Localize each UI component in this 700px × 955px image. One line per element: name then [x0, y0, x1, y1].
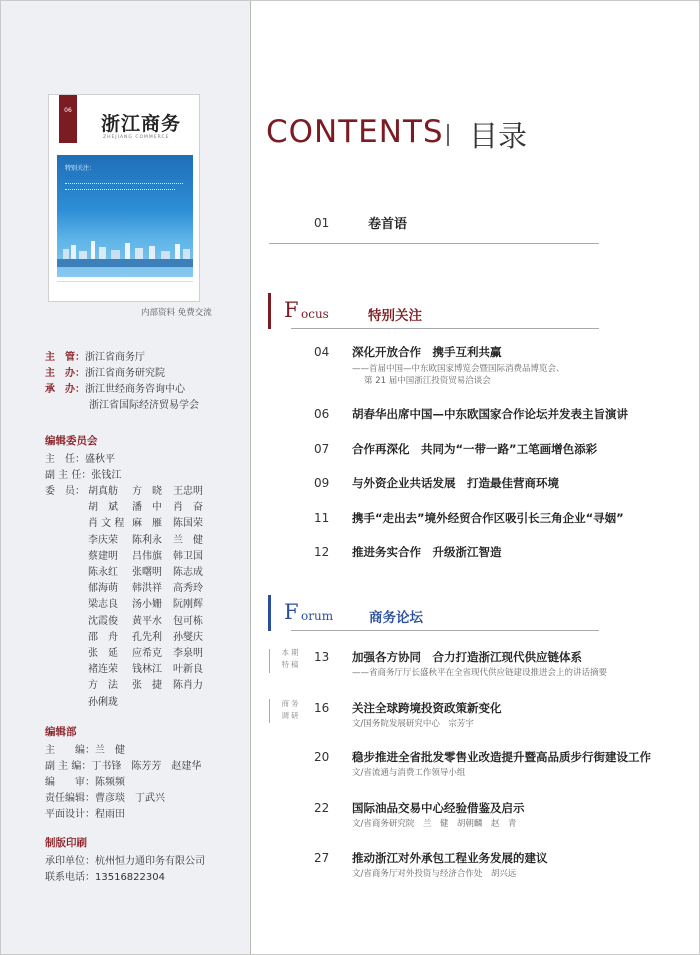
- masthead-key: 主 办：: [45, 368, 85, 379]
- toc-page-number: 04: [314, 345, 330, 359]
- toc-entry-subtitle: ——首届中国—中东欧国家博览会暨国际消费品博览会、: [352, 364, 565, 374]
- committee-member: 梁志良: [88, 599, 118, 611]
- divider: [291, 630, 599, 631]
- toc-entry-title[interactable]: 深化开放合作 携手互利共赢: [352, 345, 502, 359]
- contents-column: [251, 1, 699, 954]
- contents-title-en: CONTENTS: [266, 114, 444, 150]
- committee-member: 黄平水: [132, 615, 162, 627]
- printing-printer: 承印单位：杭州恒力通印务有限公司: [45, 856, 205, 867]
- masthead-value: 浙江省国际经济贸易学会: [89, 400, 199, 411]
- committee-member: 叶新良: [173, 664, 203, 676]
- committee-member: 张曙明: [132, 567, 162, 578]
- editorial-designer: 平面设计：程雨田: [45, 809, 125, 820]
- cover-footer: [57, 281, 193, 290]
- committee-member: 包可栋: [173, 615, 203, 627]
- editorial-deputy: 副 主 编：丁书锋 陈芳芳 赵建华: [45, 761, 202, 772]
- toc-page-number: 16: [314, 701, 330, 715]
- focus-section-bar: [268, 293, 271, 329]
- masthead-key: 承 办：: [45, 384, 85, 395]
- toc-page-number: 12: [314, 545, 330, 559]
- toc-entry-title[interactable]: 携手“走出去”境外经贸合作区吸引长三角企业“寻姻”: [352, 511, 624, 525]
- toc-entry-subtitle: 第 21 届中国浙江投资贸易洽谈会: [364, 376, 491, 386]
- committee-member: 应希克: [132, 648, 162, 659]
- masthead-key: 主 管：: [45, 352, 85, 363]
- masthead-column: [1, 1, 251, 954]
- toc-page-number: 27: [314, 851, 330, 865]
- committee-member: 汤小姗: [132, 599, 162, 611]
- city-skyline-image: [57, 237, 193, 267]
- toc-entry-title[interactable]: 关注全球跨境投资政策新变化: [352, 701, 502, 715]
- forum-letter: F: [284, 600, 299, 624]
- toc-page-number: 06: [314, 407, 330, 421]
- committee-member: 胡 斌: [88, 502, 118, 514]
- toc-entry-byline: ——省商务厅厅长盛秋平在全省现代供应链建设推进会上的讲话摘要: [352, 668, 608, 678]
- editorial-responsible: 责任编辑：曹彦琰 丁武兴: [45, 793, 165, 804]
- toc-entry-title[interactable]: 推进务实合作 升级浙江智造: [352, 545, 502, 559]
- committee-member: 李庆荣: [88, 534, 118, 546]
- side-tag-special: 本期特稿: [281, 648, 301, 669]
- committee-member: 张 延: [88, 648, 118, 659]
- cover-note: 内部资料 免费交流: [141, 308, 212, 318]
- toc-page-number: 20: [314, 750, 330, 764]
- committee-member: 潘 中: [132, 502, 162, 514]
- committee-member: 兰 健: [173, 534, 203, 546]
- toc-entry-title[interactable]: 合作再深化 共同为“一带一路”工笔画增色添彩: [352, 442, 598, 456]
- focus-label-zh: 特别关注: [368, 308, 422, 324]
- committee-member: 麻 雁: [132, 518, 162, 530]
- toc-entry-byline: 文/省流通与消费工作领导小组: [352, 768, 466, 778]
- masthead-sponsor: [45, 351, 145, 365]
- preface-title[interactable]: 卷首语: [368, 217, 408, 232]
- focus-letter: F: [284, 298, 299, 322]
- cover-thumbnail: [48, 94, 200, 302]
- committee-member: 孙俐珑: [88, 696, 118, 708]
- toc-entry-title[interactable]: 推动浙江对外承包工程业务发展的建议: [352, 851, 548, 865]
- editorial-reviewer: 编 审：陈频频: [45, 777, 125, 788]
- committee-member: 陈永红: [88, 567, 118, 578]
- committee-member: 陈利永: [132, 534, 162, 546]
- committee-member: 陈国荣: [173, 518, 203, 530]
- forum-label-zh: 商务论坛: [369, 610, 423, 626]
- masthead-undertaker: [45, 383, 185, 397]
- side-tag-line: [269, 649, 270, 673]
- masthead-undertaker-2: [89, 399, 199, 413]
- committee-member: 蔡建明: [88, 550, 118, 562]
- toc-page-number: 09: [314, 476, 330, 490]
- cover-text-line: [65, 189, 175, 192]
- committee-member: 肖 奋: [173, 502, 203, 514]
- toc-entry-title[interactable]: 稳步推进全省批发零售业改造提升暨高品质步行街建设工作: [352, 750, 651, 764]
- committee-member: 韩洪祥: [132, 583, 162, 595]
- cover-feature-label: 特别关注：: [65, 165, 96, 172]
- cover-magazine-title: 浙江商务: [101, 113, 182, 135]
- committee-member: 胡真舫: [88, 486, 118, 497]
- committee-member: 孔先利: [132, 631, 162, 643]
- focus-label-en: ocus: [301, 307, 329, 321]
- toc-entry-title[interactable]: 胡春华出席中国—中东欧国家合作论坛并发表主旨演讲: [352, 407, 628, 421]
- printing-phone: 联系电话：13516822304: [45, 872, 165, 883]
- toc-page-number: 22: [314, 801, 330, 815]
- committee-member: 李泉明: [173, 648, 203, 659]
- printing-heading: 制版印刷: [45, 837, 87, 849]
- committee-chair: 主 任：盛秋平: [45, 454, 115, 465]
- toc-entry-byline: 文/省商务厅对外投资与经济合作处 胡兴远: [352, 869, 517, 879]
- cover-photo: [57, 155, 193, 277]
- committee-member: 阮刚辉: [173, 599, 203, 611]
- committee-member: 陈肖力: [173, 680, 203, 692]
- committee-member: 郁海萌: [88, 583, 118, 595]
- committee-member: 陈志成: [173, 567, 203, 578]
- committee-members-label: 委 员：: [45, 486, 85, 497]
- toc-page-number: 07: [314, 442, 330, 456]
- committee-member: 方 法: [88, 680, 118, 692]
- toc-entry-byline: 文/国务院发展研究中心 宗芳宇: [352, 719, 474, 729]
- toc-entry-byline: 文/省商务研究院 兰 健 胡朝麟 赵 青: [352, 819, 517, 829]
- side-tag-research: 商务调研: [281, 699, 301, 720]
- masthead-value: 浙江省商务厅: [85, 352, 145, 363]
- divider: [269, 243, 599, 244]
- committee-member: 高秀玲: [173, 583, 203, 595]
- committee-member: 邵 舟: [88, 631, 118, 643]
- committee-member: 孙燮庆: [173, 631, 203, 643]
- committee-member: 褚连荣: [88, 664, 118, 676]
- cover-issue-number: 06: [64, 107, 72, 114]
- toc-page-number: 13: [314, 650, 330, 664]
- divider: [291, 328, 599, 329]
- preface-page-number: 01: [314, 216, 330, 230]
- committee-member: 方 晓: [132, 486, 162, 497]
- committee-heading: 编辑委员会: [45, 435, 98, 447]
- side-tag-line: [269, 699, 270, 723]
- forum-section-bar: [268, 595, 271, 631]
- cover-magazine-subtitle: ZHEJIANG COMMERCE: [103, 135, 170, 140]
- editorial-chief: 主 编：兰 健: [45, 745, 125, 756]
- contents-title-zh: 目录: [469, 119, 528, 153]
- toc-entry-title[interactable]: 加强各方协同 合力打造浙江现代供应链体系: [352, 650, 582, 664]
- committee-member: 韩卫国: [173, 550, 203, 562]
- committee-member: 吕伟旗: [132, 550, 162, 562]
- toc-entry-title[interactable]: 国际油品交易中心经验借鉴及启示: [352, 801, 525, 815]
- committee-member: 王忠明: [173, 486, 203, 497]
- committee-member: 沈霞俊: [88, 615, 118, 627]
- cover-issue-badge: [59, 95, 77, 143]
- masthead-value: 浙江省商务研究院: [85, 368, 165, 379]
- masthead-organizer: [45, 367, 165, 381]
- committee-vice-chair: 副 主 任：张钱江: [45, 470, 122, 481]
- editorial-heading: 编辑部: [45, 726, 77, 738]
- forum-label-en: orum: [301, 609, 334, 623]
- title-divider: [447, 124, 449, 146]
- toc-page-number: 11: [314, 511, 330, 525]
- committee-member: 钱林江: [132, 664, 162, 676]
- committee-member: 张 捷: [132, 680, 162, 692]
- toc-entry-title[interactable]: 与外资企业共话发展 打造最佳营商环境: [352, 476, 559, 490]
- committee-member: 肖 文 程: [88, 518, 125, 530]
- masthead-value: 浙江世经商务咨询中心: [85, 384, 185, 395]
- cover-text-line: [65, 183, 183, 186]
